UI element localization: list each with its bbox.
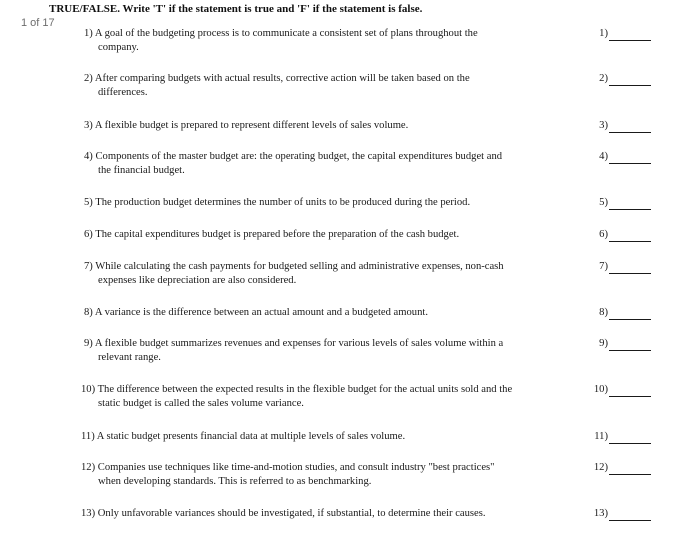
answer-blank[interactable] — [609, 474, 651, 475]
answer-blank[interactable] — [609, 132, 651, 133]
answer-blank[interactable] — [609, 319, 651, 320]
question-item — [84, 72, 700, 112]
question-text: 8) A variance is the difference between an actual amount and a budgeted amount. — [84, 307, 428, 318]
question-text: 5) The production budget determines the number of units to be produced during the period. — [84, 197, 471, 208]
answer-blank[interactable] — [609, 163, 651, 164]
answer-blank[interactable] — [609, 273, 651, 274]
question-item — [81, 383, 700, 423]
question-number: 12) — [593, 462, 608, 473]
question-number: 13) — [593, 508, 608, 519]
question-number: 9) — [599, 338, 608, 349]
answer-blank[interactable] — [609, 209, 651, 210]
question-number: 2) — [599, 73, 608, 84]
answer-blank[interactable] — [609, 85, 651, 86]
question-item — [81, 507, 700, 547]
question-item — [84, 260, 700, 300]
question-number: 6) — [599, 229, 608, 240]
question-text: 6) The capital expenditures budget is prepared before the preparation of the cash budget. — [84, 229, 460, 240]
answer-blank[interactable] — [609, 40, 651, 41]
question-number: 10) — [593, 384, 608, 395]
question-text: 4) Components of the master budget are: the operating budget, the capital expenditures budget and the financial budget. — [84, 151, 503, 176]
instructions-header: TRUE/FALSE. Write 'T' if the statement is true and 'F' if the statement is false. — [49, 3, 423, 15]
answer-blank[interactable] — [609, 350, 651, 351]
question-text: 3) A flexible budget is prepared to represent different levels of sales volume. — [84, 120, 409, 131]
question-number: 11) — [594, 431, 608, 442]
question-text: 7) While calculating the cash payments for budgeted selling and administrative expenses, non-cash expenses like depreciation are also considered. — [84, 261, 504, 286]
question-item — [81, 461, 700, 501]
page-counter: 1 of 17 — [21, 17, 55, 29]
question-number: 1) — [599, 28, 608, 39]
answer-blank[interactable] — [609, 443, 651, 444]
question-text: 10) The difference between the expected results in the flexible budget for the actual units sold and the static budget is called the sales volume variance. — [81, 384, 513, 409]
question-number: 7) — [599, 261, 608, 272]
question-number: 5) — [599, 197, 608, 208]
question-number: 4) — [599, 151, 608, 162]
question-item — [84, 27, 700, 67]
question-item — [84, 337, 700, 377]
question-number: 8) — [599, 307, 608, 318]
answer-blank[interactable] — [609, 520, 651, 521]
question-text: 9) A flexible budget summarizes revenues and expenses for various levels of sales volume within a relevant range. — [84, 338, 504, 363]
question-item — [84, 150, 700, 190]
answer-blank[interactable] — [609, 396, 651, 397]
question-text: 11) A static budget presents financial data at multiple levels of sales volume. — [81, 431, 406, 442]
question-text: 1) A goal of the budgeting process is to communicate a consistent set of plans throughout the company. — [84, 28, 478, 53]
question-number: 3) — [599, 120, 608, 131]
question-text: 2) After comparing budgets with actual results, corrective action will be taken based on the differences. — [84, 73, 470, 98]
answer-blank[interactable] — [609, 241, 651, 242]
question-text: 13) Only unfavorable variances should be investigated, if substantial, to determine their causes. — [81, 508, 486, 519]
question-text: 12) Companies use techniques like time-and-motion studies, and consult industry "best practices" when developing standards. This is referred to as benchmarking. — [81, 462, 495, 487]
